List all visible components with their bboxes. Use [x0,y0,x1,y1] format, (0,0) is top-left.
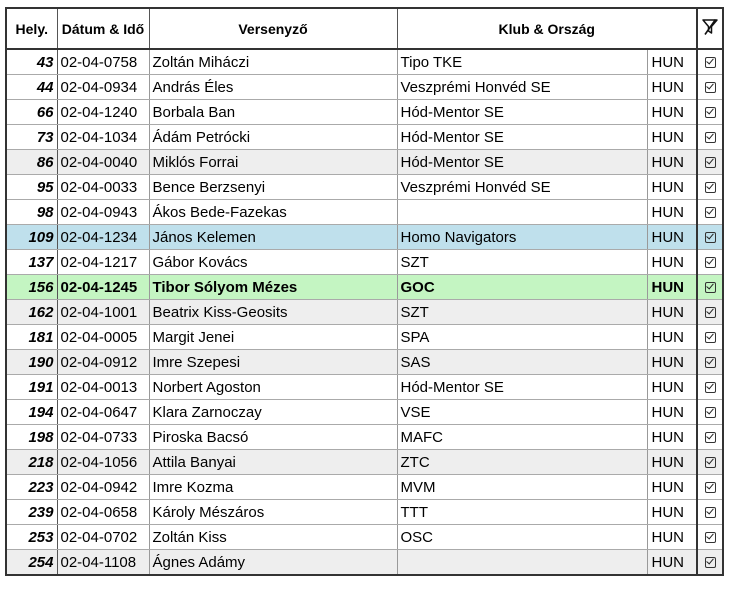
country-cell: HUN [647,100,697,125]
row-checkbox-cell[interactable] [697,49,722,75]
table-row[interactable] [7,49,722,75]
country-cell: HUN [647,275,697,300]
competitor-name-cell: Bence Berzsenyi [149,175,397,200]
rank-cell: 223 [7,475,57,500]
table-row[interactable] [7,425,722,450]
country-cell: HUN [647,200,697,225]
row-checkbox-cell[interactable] [697,175,722,200]
row-checkbox-cell[interactable] [697,550,722,575]
row-checkbox-cell[interactable] [697,450,722,475]
table-row[interactable] [7,175,722,200]
country-cell: HUN [647,125,697,150]
rank-cell: 95 [7,175,57,200]
rank-cell: 254 [7,550,57,575]
checkbox-checked-icon[interactable] [705,232,716,243]
table-row[interactable] [7,300,722,325]
checkbox-checked-icon[interactable] [705,57,716,68]
table-row[interactable] [7,150,722,175]
checkbox-checked-icon[interactable] [705,132,716,143]
competitor-name-cell: Ákos Bede-Fazekas [149,200,397,225]
header-datetime[interactable]: Dátum & Idő [57,9,149,49]
competitor-name-cell: Klara Zarnoczay [149,400,397,425]
row-checkbox-cell[interactable] [697,225,722,250]
rank-cell: 218 [7,450,57,475]
competitor-name-cell: Miklós Forrai [149,150,397,175]
results-table-container [5,7,724,576]
rank-cell: 190 [7,350,57,375]
table-row[interactable] [7,550,722,575]
rank-cell: 181 [7,325,57,350]
datetime-cell: 02-04-1217 [57,250,149,275]
checkbox-checked-icon[interactable] [705,357,716,368]
datetime-cell: 02-04-0040 [57,150,149,175]
country-cell: HUN [647,375,697,400]
checkbox-checked-icon[interactable] [705,532,716,543]
club-cell: Homo Navigators [397,225,647,250]
rank-cell: 137 [7,250,57,275]
checkbox-checked-icon[interactable] [705,107,716,118]
club-cell: Veszprémi Honvéd SE [397,75,647,100]
datetime-cell: 02-04-0912 [57,350,149,375]
row-checkbox-cell[interactable] [697,150,722,175]
table-row[interactable] [7,400,722,425]
competitor-name-cell: János Kelemen [149,225,397,250]
competitor-name-cell: Attila Banyai [149,450,397,475]
row-checkbox-cell[interactable] [697,350,722,375]
country-cell: HUN [647,450,697,475]
checkbox-checked-icon[interactable] [705,207,716,218]
club-cell: Hód-Mentor SE [397,125,647,150]
rank-cell: 156 [7,275,57,300]
checkbox-checked-icon[interactable] [705,157,716,168]
row-checkbox-cell[interactable] [697,525,722,550]
rank-cell: 66 [7,100,57,125]
table-row[interactable] [7,325,722,350]
competitor-name-cell: Imre Kozma [149,475,397,500]
club-cell: Tipo TKE [397,49,647,75]
club-cell: OSC [397,525,647,550]
datetime-cell: 02-04-0733 [57,425,149,450]
header-row [7,9,722,49]
club-cell: MAFC [397,425,647,450]
header-club-country[interactable]: Klub & Ország [397,9,697,49]
datetime-cell: 02-04-0005 [57,325,149,350]
table-row[interactable] [7,225,722,250]
datetime-cell: 02-04-0658 [57,500,149,525]
competitor-name-cell: Gábor Kovács [149,250,397,275]
competitor-name-cell: Tibor Sólyom Mézes [149,275,397,300]
competitor-name-cell: Borbala Ban [149,100,397,125]
rank-cell: 44 [7,75,57,100]
club-cell: Hód-Mentor SE [397,150,647,175]
competitor-name-cell: Ádám Petrócki [149,125,397,150]
table-row[interactable] [7,450,722,475]
table-row[interactable] [7,275,722,300]
row-checkbox-cell[interactable] [697,275,722,300]
datetime-cell: 02-04-0942 [57,475,149,500]
datetime-cell: 02-04-0033 [57,175,149,200]
datetime-cell: 02-04-1001 [57,300,149,325]
club-cell: MVM [397,475,647,500]
datetime-cell: 02-04-1234 [57,225,149,250]
datetime-cell: 02-04-0013 [57,375,149,400]
table-row[interactable] [7,500,722,525]
checkbox-checked-icon[interactable] [705,557,716,568]
club-cell: TTT [397,500,647,525]
results-table [7,9,722,574]
datetime-cell: 02-04-0702 [57,525,149,550]
country-cell: HUN [647,49,697,75]
competitor-name-cell: Károly Mészáros [149,500,397,525]
row-checkbox-cell[interactable] [697,425,722,450]
country-cell: HUN [647,225,697,250]
country-cell: HUN [647,75,697,100]
club-cell: SAS [397,350,647,375]
competitor-name-cell: Margit Jenei [149,325,397,350]
club-cell: Veszprémi Honvéd SE [397,175,647,200]
club-cell: SZT [397,300,647,325]
club-cell: SPA [397,325,647,350]
row-checkbox-cell[interactable] [697,325,722,350]
competitor-name-cell: Zoltán Kiss [149,525,397,550]
country-cell: HUN [647,475,697,500]
checkbox-checked-icon[interactable] [705,282,716,293]
country-cell: HUN [647,525,697,550]
country-cell: HUN [647,325,697,350]
competitor-name-cell: Imre Szepesi [149,350,397,375]
rank-cell: 86 [7,150,57,175]
table-row[interactable] [7,200,722,225]
table-row[interactable] [7,475,722,500]
rank-cell: 253 [7,525,57,550]
country-cell: HUN [647,350,697,375]
datetime-cell: 02-04-0758 [57,49,149,75]
country-cell: HUN [647,175,697,200]
checkbox-checked-icon[interactable] [705,307,716,318]
country-cell: HUN [647,400,697,425]
checkbox-checked-icon[interactable] [705,182,716,193]
table-row[interactable] [7,75,722,100]
checkbox-checked-icon[interactable] [705,382,716,393]
row-checkbox-cell[interactable] [697,200,722,225]
club-cell: ZTC [397,450,647,475]
table-row[interactable] [7,350,722,375]
club-cell: Hód-Mentor SE [397,100,647,125]
rank-cell: 239 [7,500,57,525]
table-row[interactable] [7,125,722,150]
table-row[interactable] [7,100,722,125]
checkbox-checked-icon[interactable] [705,332,716,343]
checkbox-checked-icon[interactable] [705,257,716,268]
country-cell: HUN [647,500,697,525]
row-checkbox-cell[interactable] [697,375,722,400]
club-cell [397,550,647,575]
checkbox-checked-icon[interactable] [705,407,716,418]
club-cell: VSE [397,400,647,425]
checkbox-checked-icon[interactable] [705,457,716,468]
competitor-name-cell: Norbert Agoston [149,375,397,400]
datetime-cell: 02-04-0647 [57,400,149,425]
competitor-name-cell: Piroska Bacsó [149,425,397,450]
row-checkbox-cell[interactable] [697,300,722,325]
rank-cell: 191 [7,375,57,400]
rank-cell: 109 [7,225,57,250]
datetime-cell: 02-04-1245 [57,275,149,300]
club-cell [397,200,647,225]
row-checkbox-cell[interactable] [697,75,722,100]
country-cell: HUN [647,150,697,175]
table-row[interactable] [7,250,722,275]
row-checkbox-cell[interactable] [697,475,722,500]
table-row[interactable] [7,375,722,400]
row-checkbox-cell[interactable] [697,250,722,275]
datetime-cell: 02-04-1034 [57,125,149,150]
rank-cell: 73 [7,125,57,150]
rank-cell: 98 [7,200,57,225]
club-cell: GOC [397,275,647,300]
row-checkbox-cell[interactable] [697,100,722,125]
row-checkbox-cell[interactable] [697,125,722,150]
filter-off-icon [701,18,719,36]
table-row[interactable] [7,525,722,550]
filter-toggle-button[interactable] [697,9,722,49]
competitor-name-cell: Beatrix Kiss-Geosits [149,300,397,325]
club-cell: Hód-Mentor SE [397,375,647,400]
rank-cell: 162 [7,300,57,325]
row-checkbox-cell[interactable] [697,500,722,525]
country-cell: HUN [647,425,697,450]
datetime-cell: 02-04-1240 [57,100,149,125]
competitor-name-cell: András Éles [149,75,397,100]
header-competitor[interactable]: Versenyző [149,9,397,49]
datetime-cell: 02-04-0943 [57,200,149,225]
competitor-name-cell: Zoltán Miháczi [149,49,397,75]
country-cell: HUN [647,250,697,275]
rank-cell: 43 [7,49,57,75]
header-rank[interactable]: Hely. [7,9,57,49]
rank-cell: 198 [7,425,57,450]
rank-cell: 194 [7,400,57,425]
country-cell: HUN [647,300,697,325]
datetime-cell: 02-04-0934 [57,75,149,100]
competitor-name-cell: Ágnes Adámy [149,550,397,575]
checkbox-checked-icon[interactable] [705,482,716,493]
club-cell: SZT [397,250,647,275]
checkbox-checked-icon[interactable] [705,82,716,93]
datetime-cell: 02-04-1108 [57,550,149,575]
checkbox-checked-icon[interactable] [705,507,716,518]
datetime-cell: 02-04-1056 [57,450,149,475]
country-cell: HUN [647,550,697,575]
checkbox-checked-icon[interactable] [705,432,716,443]
row-checkbox-cell[interactable] [697,400,722,425]
